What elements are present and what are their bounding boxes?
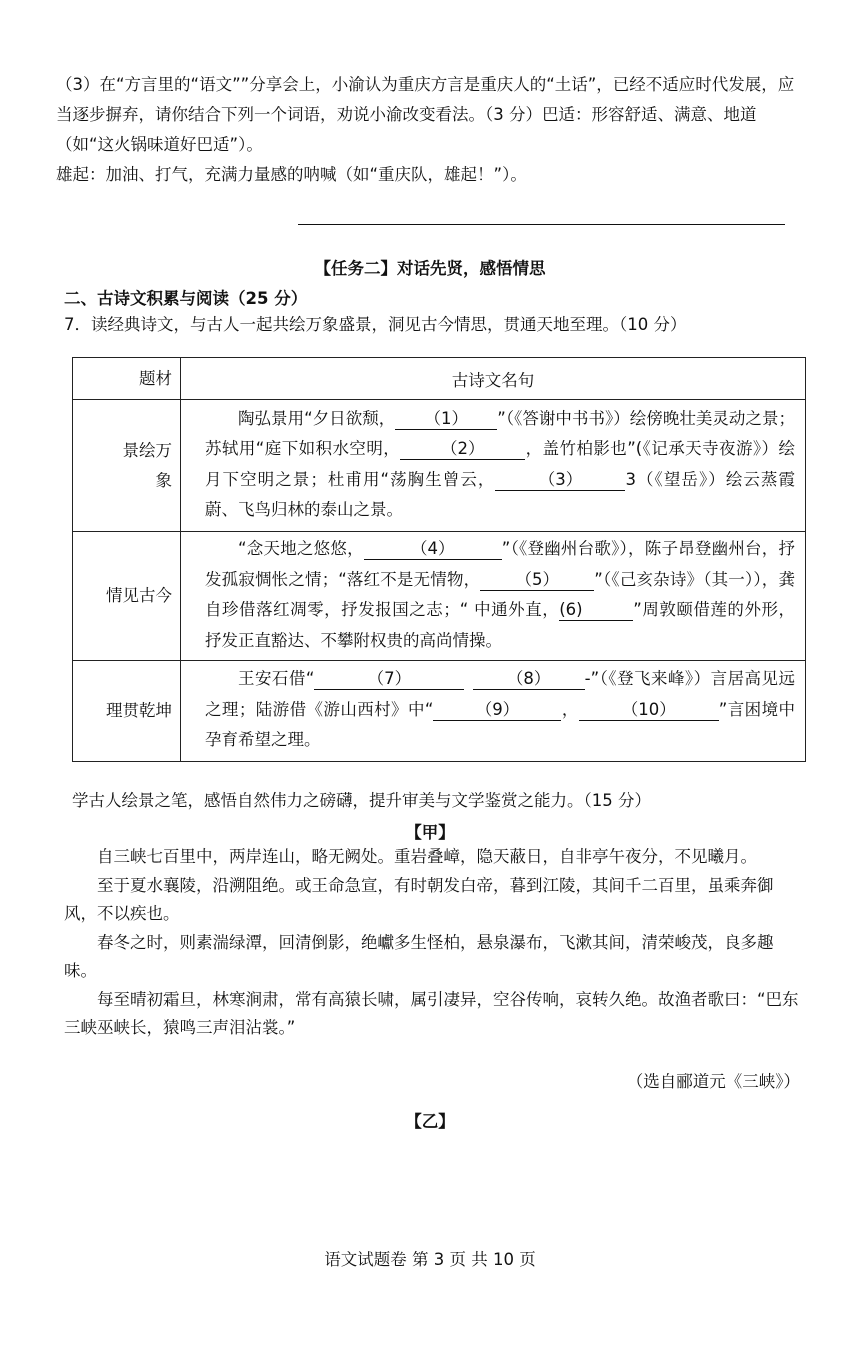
table-row-content: “念天地之悠悠， （4） ”（《登幽州台歌》），陈子昂登幽州台，抒发孤寂惆怅之情；“落红不是无情物， （5） ”（《己亥杂诗》（其一）），龚自珍借落红凋零，抒发报国之志；“ 中通外直，(6) ”周敦颐借莲的外形，抒发正直豁达、不攀附权贵的高尚情操。 <box>181 532 806 661</box>
blank-4[interactable]: （4） <box>364 539 502 560</box>
answer-line[interactable] <box>298 224 785 225</box>
passage-jia <box>64 843 804 1043</box>
table-row-content: 王安石借“ （7） （8） -”（《登飞来峰》）言居高见远之理；陆游借《游山西村》中“ （9） ， （10） ”言困境中孕育希望之理。 <box>181 661 806 762</box>
passage-source: （选自郦道元《三峡》） <box>626 1072 800 1091</box>
section-2-heading: 二、古诗文积累与阅读（25 分） <box>64 289 308 308</box>
reading-intro: 学古人绘景之笔，感悟自然伟力之磅礴，提升审美与文学鉴赏之能力。（15 分） <box>72 791 651 810</box>
table-header-content: 古诗文名句 <box>181 358 806 400</box>
table-row <box>73 400 806 532</box>
passage-jia-label: 【甲】 <box>405 823 455 842</box>
page-footer: 语文试题卷 第 3 页 共 10 页 <box>324 1250 536 1269</box>
table-row-category: 情见古今 <box>73 532 181 661</box>
blank-3[interactable]: （3） <box>495 470 625 491</box>
table-header-row <box>73 358 806 400</box>
blank-10[interactable]: （10） <box>579 700 719 721</box>
question-7: 7．读经典诗文，与古人一起共绘万象盛景，洞见古今情思，贯通天地至理。（10 分） <box>64 315 687 334</box>
table-row <box>73 661 806 762</box>
table-row-category: 理贯乾坤 <box>73 661 181 762</box>
passage-paragraph: 每至晴初霜旦，林寒涧肃，常有高猿长啸，属引凄异，空谷传响，哀转久绝。故渔者歌曰：“巴东三峡巫峡长，猿鸣三声泪沾裳。” <box>64 989 799 1037</box>
blank-2[interactable]: （2） <box>400 439 525 460</box>
table-row <box>73 532 806 661</box>
blank-7[interactable]: （7） <box>314 669 464 690</box>
blank-9[interactable]: （9） <box>433 700 561 721</box>
question-3-text: （3）在“方言里的“语文””分享会上，小渝认为重庆方言是重庆人的“土话”，已经不适应时代发展，应当逐步摒弃，请你结合下列一个词语，劝说小渝改变看法。（3 分）巴适：形容舒适、满意、地道（如“这火锅味道好巴适”）。 <box>56 75 795 154</box>
table-header-category: 题材 <box>73 358 181 400</box>
passage-paragraph: 春冬之时，则素湍绿潭，回清倒影，绝巘多生怪柏，悬泉瀑布，飞漱其间，清荣峻茂，良多趣味。 <box>64 932 774 980</box>
blank-1[interactable]: （1） <box>395 409 497 430</box>
question-3-xiongqi: 雄起：加油、打气，充满力量感的呐喊（如“重庆队，雄起！”）。 <box>56 165 527 184</box>
blank-8[interactable]: （8） <box>473 669 585 690</box>
table-row-content: 陶弘景用“夕日欲颓， （1） ”（《答谢中书书》）绘傍晚壮美灵动之景；苏轼用“庭下如积水空明， （2） ，盖竹柏影也”(《记承天寺夜游》）绘月下空明之景；杜甫用“荡胸生曾云， （3） 3（《望岳》）绘云蒸霞蔚、飞鸟归林的泰山之景。 <box>181 400 806 532</box>
table-row-category: 景绘万象 <box>73 400 181 532</box>
passage-paragraph: 自三峡七百里中，两岸连山，略无阙处。重岩叠嶂，隐天蔽日，自非亭午夜分，不见曦月。 <box>97 847 757 866</box>
question-3 <box>56 70 801 190</box>
blank-6[interactable]: (6) <box>559 600 633 621</box>
task-2-heading: 【任务二】对话先贤，感悟情思 <box>314 259 546 278</box>
passage-paragraph: 至于夏水襄陵，沿溯阻绝。或王命急宣，有时朝发白帝，暮到江陵，其间千二百里，虽乘奔御风，不以疾也。 <box>64 875 774 923</box>
blank-5[interactable]: （5） <box>480 570 594 591</box>
poem-table <box>72 357 806 762</box>
passage-yi-label: 【乙】 <box>405 1112 455 1131</box>
